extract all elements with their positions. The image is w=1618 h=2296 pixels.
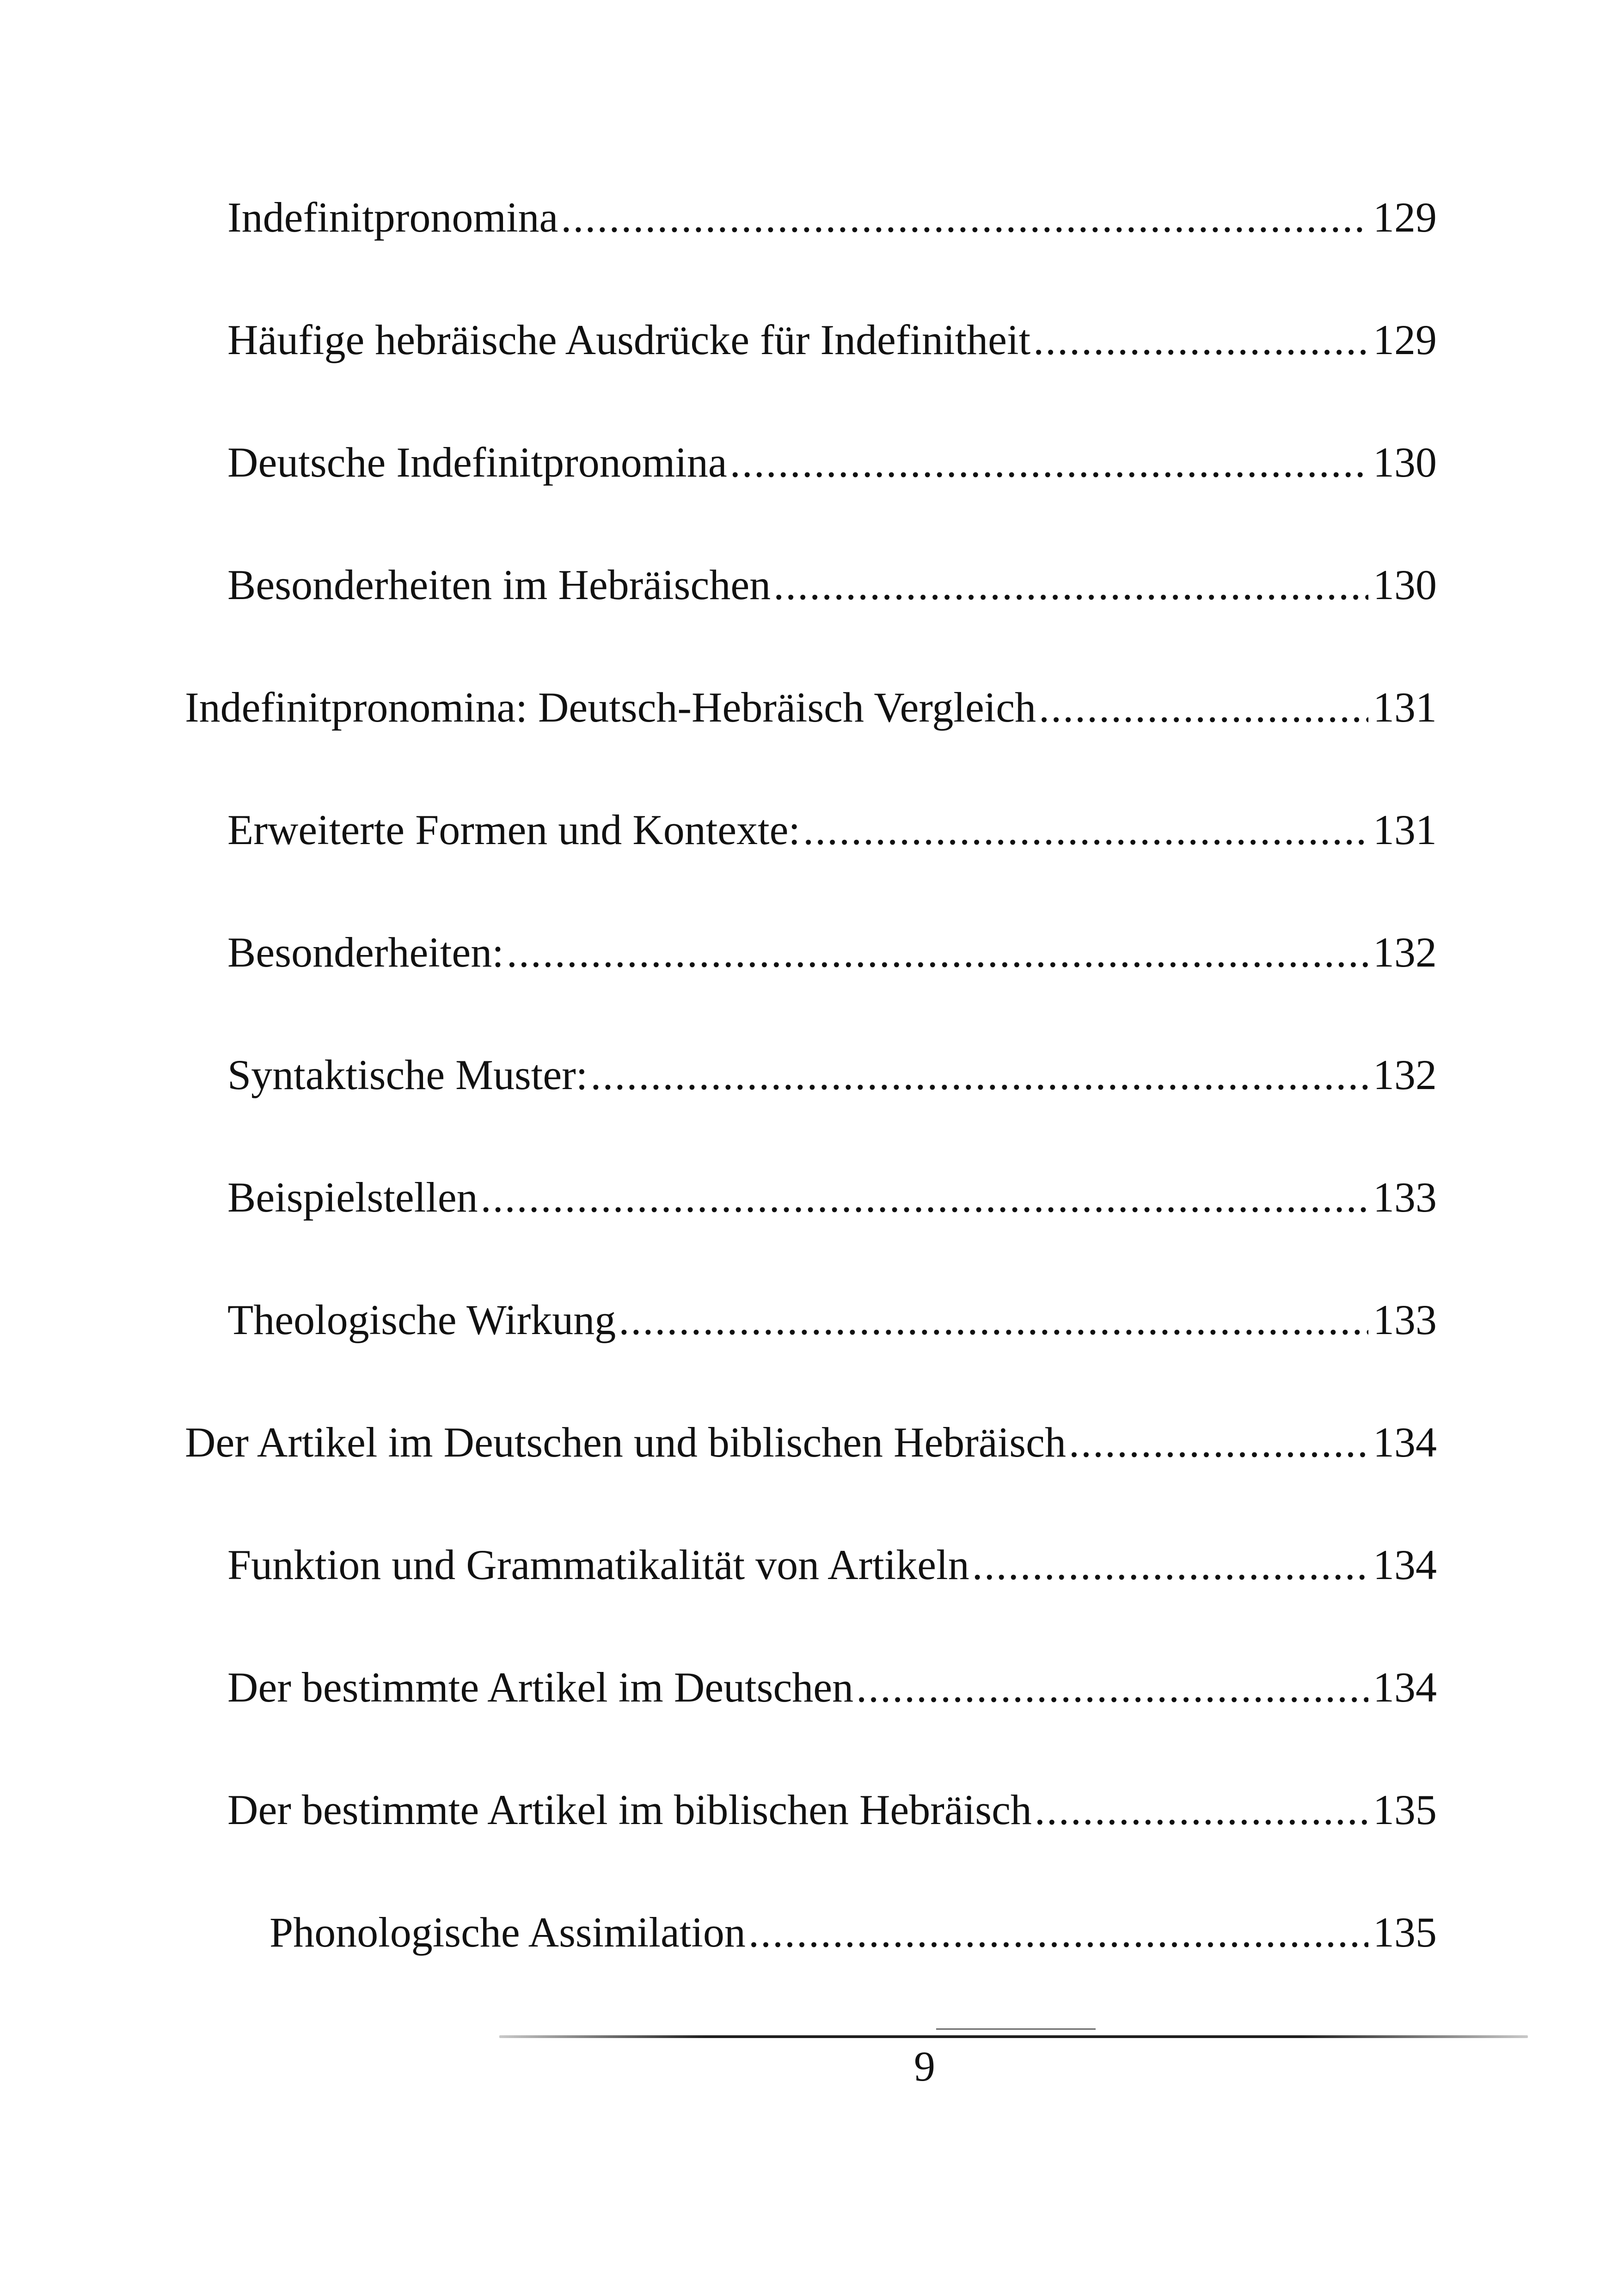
toc-entry-title: Der bestimmte Artikel im Deutschen: [227, 1664, 854, 1711]
toc-entry-page: 130: [1373, 561, 1437, 608]
toc-dot-leader: [1033, 312, 1368, 367]
toc-dot-leader: [1039, 680, 1368, 735]
toc-dot-leader: [972, 1537, 1368, 1592]
toc-dot-leader: [561, 190, 1368, 245]
toc-dot-leader: [773, 557, 1368, 612]
toc-entry-title: Syntaktische Muster:: [227, 1051, 588, 1098]
toc-entry-page: 133: [1373, 1296, 1437, 1343]
toc-entry-deutsche-indefinitpronomina[interactable]: [227, 435, 1437, 490]
toc-entry-page: 132: [1373, 1051, 1437, 1098]
toc-entry-page: 130: [1373, 439, 1437, 486]
toc-entry-phonologische-assimilation[interactable]: [270, 1904, 1437, 1960]
toc-entry-page: 134: [1373, 1419, 1437, 1466]
toc-entry-title: Der bestimmte Artikel im biblischen Hebräisch: [227, 1786, 1032, 1833]
toc-entry-page: 132: [1373, 929, 1437, 976]
toc-entry-page: 134: [1373, 1541, 1437, 1588]
toc-entry-vergleich[interactable]: [185, 680, 1437, 735]
toc-entry-syntaktische-muster[interactable]: [227, 1047, 1437, 1102]
toc-dot-leader: [856, 1659, 1368, 1715]
toc-entry-besonderheiten[interactable]: [227, 925, 1437, 980]
toc-dot-leader: [1069, 1414, 1368, 1470]
toc-dot-leader: [590, 1047, 1368, 1102]
toc-entry-erweiterte-formen[interactable]: [227, 802, 1437, 857]
toc-dot-leader: [507, 925, 1368, 980]
toc-entry-page: 129: [1373, 316, 1437, 363]
toc-dot-leader: [748, 1904, 1368, 1960]
toc-dot-leader: [730, 435, 1368, 490]
toc-entry-title: Häufige hebräische Ausdrücke für Indefinitheit: [227, 316, 1031, 363]
toc-entry-artikel[interactable]: [185, 1414, 1437, 1470]
footer-divider: [499, 2035, 1528, 2038]
toc-entry-title: Indefinitpronomina: [227, 194, 558, 241]
toc-entry-page: 135: [1373, 1786, 1437, 1833]
toc-entry-page: 134: [1373, 1664, 1437, 1711]
toc-entry-title: Funktion und Grammatikalität von Artikeln: [227, 1541, 969, 1588]
toc-entry-title: Phonologische Assimilation: [270, 1909, 746, 1956]
toc-entry-title: Indefinitpronomina: Deutsch-Hebräisch Vergleich: [185, 684, 1036, 731]
toc-entry-title: Beispielstellen: [227, 1174, 478, 1221]
page-number: 9: [914, 2043, 935, 2090]
toc-entry-page: 135: [1373, 1909, 1437, 1956]
toc-entry-title: Erweiterte Formen und Kontexte:: [227, 806, 801, 853]
toc-dot-leader: [803, 802, 1368, 857]
toc-entry-indefinitpronomina[interactable]: [227, 190, 1437, 245]
toc-entry-beispielstellen[interactable]: [227, 1169, 1437, 1225]
toc-entry-title: Besonderheiten:: [227, 929, 504, 976]
toc-entry-bestimmter-artikel-hebraeisch[interactable]: [227, 1782, 1437, 1837]
toc-entry-title: Theologische Wirkung: [227, 1296, 616, 1343]
toc-entry-title: Der Artikel im Deutschen und biblischen Hebräisch: [185, 1419, 1066, 1466]
toc-entry-theologische-wirkung[interactable]: [227, 1292, 1437, 1347]
toc-entry-page: 133: [1373, 1174, 1437, 1221]
toc-entry-besonderheiten-hebraeisch[interactable]: [227, 557, 1437, 612]
toc-entry-title: Besonderheiten im Hebräischen: [227, 561, 771, 608]
toc-dot-leader: [1035, 1782, 1368, 1837]
toc-dot-leader: [619, 1292, 1368, 1347]
toc-dot-leader: [481, 1169, 1368, 1225]
toc-entry-title: Deutsche Indefinitpronomina: [227, 439, 727, 486]
toc-entry-page: 131: [1373, 806, 1437, 853]
toc-entry-bestimmter-artikel-deutsch[interactable]: [227, 1659, 1437, 1715]
toc-entry-haeufige-ausdruecke[interactable]: [227, 312, 1437, 367]
footer-ornament-line: [936, 2028, 1096, 2030]
toc-entry-page: 129: [1373, 194, 1437, 241]
toc-entry-funktion-grammatikalitaet[interactable]: [227, 1537, 1437, 1592]
toc-entry-page: 131: [1373, 684, 1437, 731]
